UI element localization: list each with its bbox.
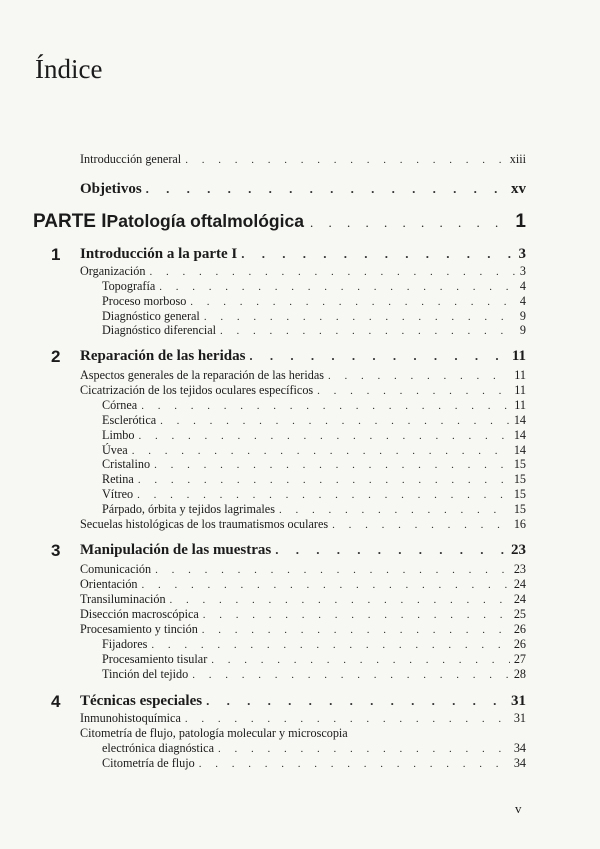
- entry-label: Retina: [102, 472, 134, 486]
- entry-label: Aspectos generales de la reparación de las heridas: [80, 368, 324, 382]
- dot-leader: [310, 215, 509, 231]
- entry-page: 4: [519, 294, 526, 308]
- dot-leader: [151, 639, 509, 651]
- toc-entry[interactable]: [102, 294, 526, 309]
- entry-page: 15: [513, 487, 526, 501]
- dot-leader: [317, 385, 510, 397]
- toc-entry[interactable]: [102, 487, 526, 502]
- dot-leader: [241, 246, 514, 262]
- entry-label: Tinción del tejido: [102, 667, 189, 681]
- dot-leader: [137, 489, 510, 501]
- entry-label: Cristalino: [102, 457, 151, 471]
- entry-label: Diagnóstico general: [102, 309, 200, 323]
- dot-leader: [275, 542, 507, 558]
- entry-page: 28: [513, 667, 526, 681]
- entry-label: Vítreo: [102, 487, 134, 501]
- entry-page: 14: [513, 413, 526, 427]
- chapter-number: 3: [51, 541, 61, 560]
- entry-page: 11: [514, 368, 526, 382]
- entry-label: Transiluminación: [80, 592, 166, 606]
- dot-leader: [185, 713, 510, 725]
- part-label: PARTE I: [33, 211, 107, 232]
- entry-page: 14: [513, 428, 526, 442]
- toc-chapter-1[interactable]: [80, 246, 526, 263]
- dot-leader: [141, 400, 510, 412]
- dot-leader: [149, 266, 515, 278]
- entry-label: Proceso morboso: [102, 294, 187, 308]
- chapter-number: 1: [51, 245, 61, 264]
- dot-leader: [220, 325, 516, 337]
- chapter-title: Reparación de las heridas: [80, 348, 246, 364]
- entry-page: 16: [513, 517, 526, 531]
- entry-label: Párpado, órbita y tejidos lagrimales: [102, 502, 275, 516]
- toc-chapter-3[interactable]: [80, 542, 526, 559]
- part-title: Patología oftalmológica: [106, 211, 304, 231]
- dot-leader: [218, 743, 510, 755]
- entry-page: 24: [513, 577, 526, 591]
- entry-label: Comunicación: [80, 562, 152, 576]
- toc-entry[interactable]: [102, 428, 526, 443]
- dot-leader: [206, 693, 507, 709]
- dot-leader: [199, 758, 510, 770]
- entry-page: 25: [513, 607, 526, 621]
- toc-entry[interactable]: [80, 622, 526, 637]
- toc-entry-line-1[interactable]: [80, 726, 348, 741]
- entry-page: 24: [513, 592, 526, 606]
- entry-page: 34: [513, 741, 526, 755]
- entry-label: Introducción general: [80, 152, 182, 166]
- entry-page: 3: [519, 264, 526, 278]
- entry-page: 15: [513, 457, 526, 471]
- entry-label: Procesamiento y tinción: [80, 622, 198, 636]
- toc-entry[interactable]: [102, 502, 526, 517]
- entry-label: Citometría de flujo: [102, 756, 195, 770]
- entry-page: 11: [514, 398, 526, 412]
- toc-entry[interactable]: [102, 398, 526, 413]
- chapter-page: 3: [518, 246, 526, 262]
- toc-entry[interactable]: [80, 607, 526, 622]
- dot-leader: [211, 654, 510, 666]
- toc-entry[interactable]: [80, 517, 526, 532]
- dot-leader: [160, 415, 510, 427]
- toc-entry[interactable]: [102, 652, 526, 667]
- dot-leader: [170, 594, 510, 606]
- entry-page: 14: [513, 443, 526, 457]
- toc-entry[interactable]: [102, 457, 526, 472]
- chapter-page: 31: [511, 693, 526, 709]
- toc-chapter-2[interactable]: [80, 348, 526, 365]
- dot-leader: [204, 311, 516, 323]
- dot-leader: [328, 370, 510, 382]
- chapter-number: 2: [51, 347, 61, 366]
- entry-label: Citometría de flujo, patología molecular y microscopia: [80, 726, 348, 740]
- entry-page: 27: [513, 652, 526, 666]
- dot-leader: [249, 348, 507, 364]
- entry-label: Disección macroscópica: [80, 607, 199, 621]
- dot-leader: [203, 609, 510, 621]
- toc-entry[interactable]: [102, 756, 526, 771]
- toc-entry[interactable]: [80, 592, 526, 607]
- toc-entry[interactable]: [80, 562, 526, 577]
- dot-leader: [132, 445, 510, 457]
- toc-entry[interactable]: [102, 279, 526, 294]
- dot-leader: [155, 564, 510, 576]
- entry-label: Secuelas histológicas de los traumatismos oculares: [80, 517, 329, 531]
- entry-label: Topografía: [102, 279, 156, 293]
- chapter-title: Técnicas especiales: [80, 693, 203, 709]
- entry-label: Úvea: [102, 443, 128, 457]
- entry-page: 26: [513, 637, 526, 651]
- page-number: v: [515, 801, 522, 816]
- dot-leader: [139, 430, 510, 442]
- entry-page: 15: [513, 502, 526, 516]
- entry-page: 9: [519, 323, 526, 337]
- entry-page: 34: [513, 756, 526, 770]
- toc-entry[interactable]: [80, 577, 526, 592]
- toc-entry[interactable]: [80, 264, 526, 279]
- dot-leader: [142, 579, 510, 591]
- dot-leader: [192, 669, 510, 681]
- entry-label: Fijadores: [102, 637, 148, 651]
- entry-label: Objetivos: [80, 181, 142, 197]
- toc-entry[interactable]: [102, 443, 526, 458]
- entry-label: Córnea: [102, 398, 138, 412]
- entry-label: Orientación: [80, 577, 138, 591]
- toc-entry[interactable]: [102, 309, 526, 324]
- chapter-title: Manipulación de las muestras: [80, 542, 272, 558]
- entry-label: Procesamiento tisular: [102, 652, 208, 666]
- toc-chapter-4[interactable]: [80, 693, 526, 710]
- entry-page: 15: [513, 472, 526, 486]
- dot-leader: [279, 504, 510, 516]
- toc-entry-objetivos[interactable]: [80, 181, 526, 198]
- entry-label: Esclerótica: [102, 413, 157, 427]
- entry-page: 26: [513, 622, 526, 636]
- entry-page: xiii: [509, 152, 526, 166]
- dot-leader: [190, 296, 516, 308]
- toc-part-1[interactable]: [33, 211, 526, 233]
- chapter-number: 4: [51, 692, 61, 711]
- chapter-page: 23: [511, 542, 526, 558]
- entry-label: Organización: [80, 264, 146, 278]
- entry-page: 4: [519, 279, 526, 293]
- toc-entry[interactable]: [102, 637, 526, 652]
- toc-entry[interactable]: [102, 323, 526, 338]
- dot-leader: [146, 181, 507, 197]
- entry-page: xv: [511, 181, 526, 197]
- entry-label: Limbo: [102, 428, 135, 442]
- toc-entry-line-2[interactable]: [102, 741, 526, 756]
- dot-leader: [138, 474, 510, 486]
- entry-label-continued: electrónica diagnóstica: [102, 741, 215, 755]
- chapter-title: Introducción a la parte I: [80, 246, 238, 262]
- part-page: 1: [515, 211, 526, 232]
- dot-leader: [154, 459, 510, 471]
- toc-entry[interactable]: [80, 711, 526, 726]
- entry-page: 23: [513, 562, 526, 576]
- dot-leader: [202, 624, 510, 636]
- toc-entry[interactable]: [102, 413, 526, 428]
- chapter-page: 11: [511, 348, 526, 364]
- dot-leader: [159, 281, 516, 293]
- toc-entry[interactable]: [80, 368, 526, 383]
- toc-entry[interactable]: [80, 383, 526, 398]
- toc-entry[interactable]: [102, 472, 526, 487]
- entry-page: 9: [519, 309, 526, 323]
- dot-leader: [185, 154, 506, 166]
- entry-page: 11: [514, 383, 526, 397]
- entry-page: 31: [513, 711, 526, 725]
- entry-label: Inmunohistoquímica: [80, 711, 181, 725]
- page-title: Índice: [35, 54, 103, 84]
- toc-entry-introduccion-general[interactable]: [80, 152, 526, 167]
- toc-entry[interactable]: [102, 667, 526, 682]
- entry-label: Diagnóstico diferencial: [102, 323, 217, 337]
- dot-leader: [332, 519, 510, 531]
- entry-label: Cicatrización de los tejidos oculares específicos: [80, 383, 314, 397]
